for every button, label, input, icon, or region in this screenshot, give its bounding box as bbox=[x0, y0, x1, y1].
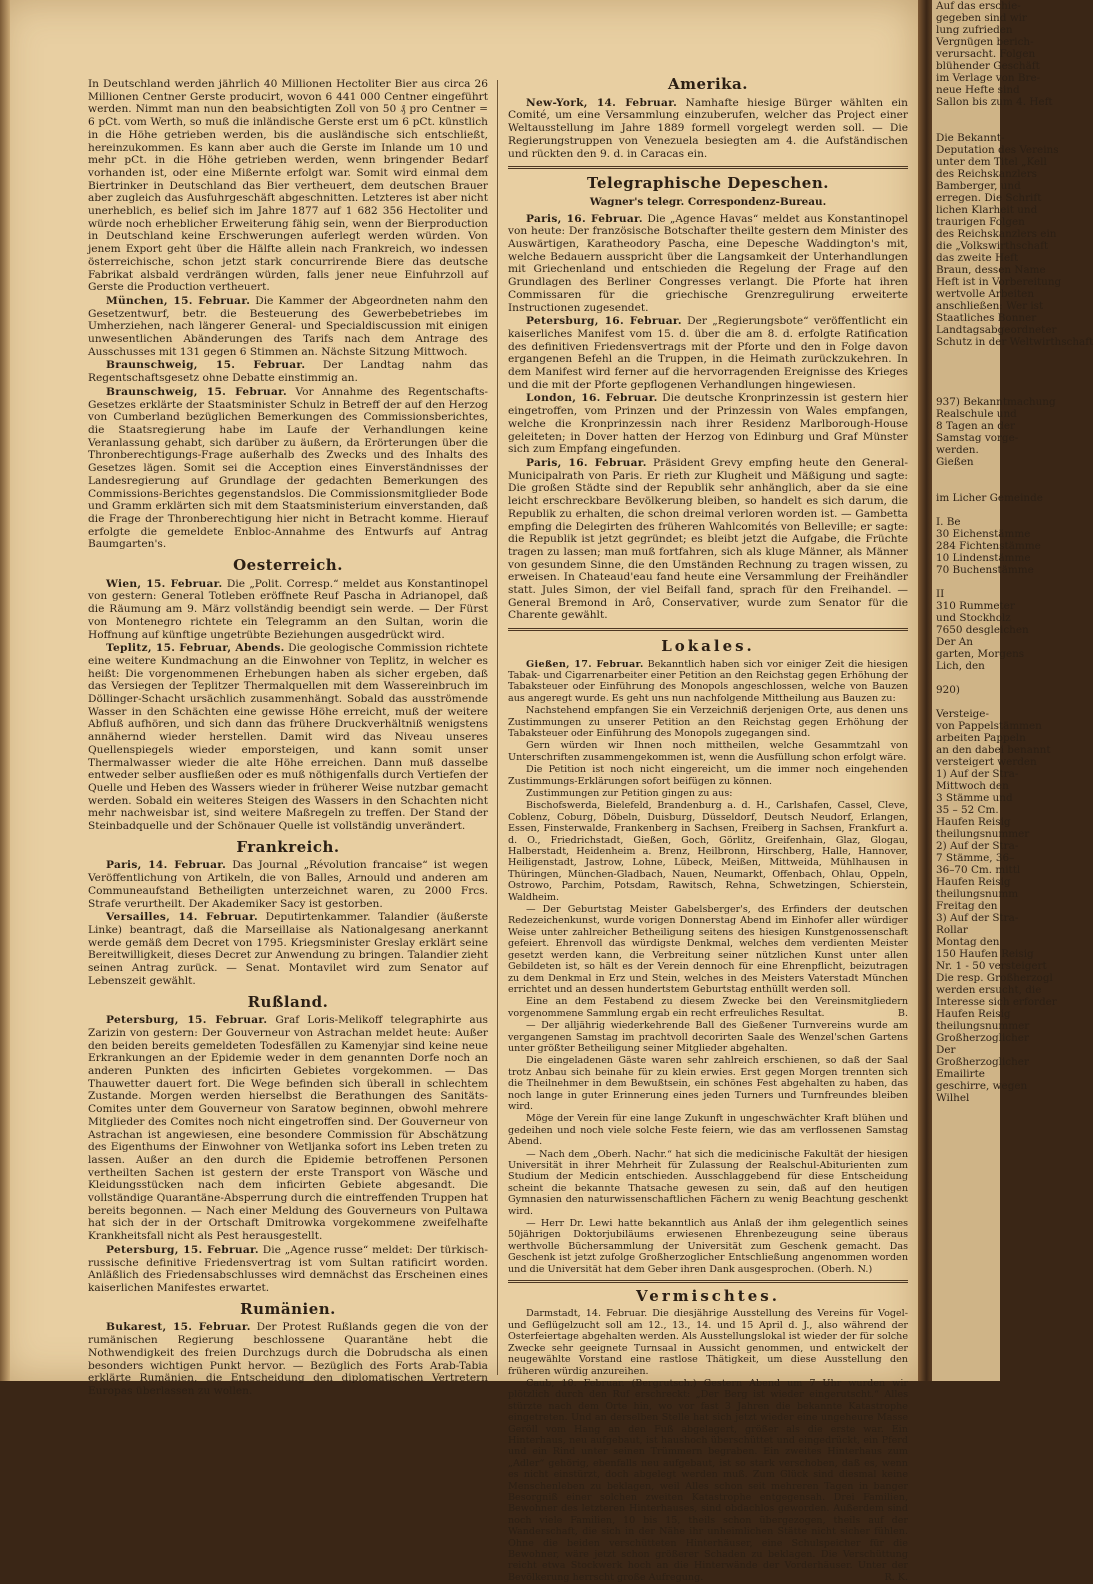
fragment-line: 310 Rummeter bbox=[936, 600, 1015, 612]
dateline: Versailles, 14. Februar. bbox=[106, 911, 258, 924]
paragraph: — Der alljährig wiederkehrende Ball des Gießener Turnvereins wurde am vergangenen Samstag im prachtvoll decorirten Saale des Wenzel'schen Gartens unter größter Betheiligung seiner Mitglieder abgehalten. bbox=[508, 1020, 908, 1054]
fragment-line: Der An bbox=[936, 636, 973, 648]
fragment-line: geschirre, wegen bbox=[936, 1080, 1028, 1092]
paragraph: Die eingeladenen Gäste waren sehr zahlreich erschienen, so daß der Saal trotz Anbau sich beinahe für zu klein erwies. Erst gegen Morgen trennten sich die Theilnehmer in dem Bewußtsein, ein schönes Fest abgehalten zu haben, das noch lange in guter Erinnerung eines jeden Turners und Turnfreundes bleiben wird. bbox=[508, 1055, 908, 1112]
page-edge bbox=[0, 0, 10, 1381]
fragment-line: arbeiten Pappeln bbox=[936, 732, 1026, 744]
article-bukarest: Bukarest, 15. Februar. Der Protest Rußlands gegen die von der rumänischen Regierung beschlossene Quarantäne hebt die Nothwendigkeit des freien Durchzugs durch die Dobrudscha als einen besonders wichtigen Punkt hervor. — Bezüglich des Forts Arab-Tabia erklärte Rumänien, die Entscheidung den diplomatischen Vertretern Europas überlassen zu wollen. bbox=[88, 1321, 488, 1397]
section-heading-russland: Rußland. bbox=[247, 992, 329, 1011]
fragment-line: im Licher Gemeinde bbox=[936, 492, 1043, 504]
fragment-line: lung zufrieden bbox=[936, 24, 1013, 36]
fragment-line: neue Hefte sind bbox=[936, 84, 1020, 96]
fragment-line: traurigen Folgen bbox=[936, 216, 1025, 228]
dateline: Gießen, 17. Februar. bbox=[526, 658, 644, 670]
section-subheading-bureau: Wagner's telegr. Correspondenz-Bureau. bbox=[589, 195, 827, 208]
fragment-line: blühender Geschäft bbox=[936, 60, 1040, 72]
fragment-line: 35 – 52 Cm. bbox=[936, 804, 999, 816]
fragment-line: 3) Auf der Stra- bbox=[936, 912, 1019, 924]
fragment-line: Nr. 1 - 50 versteigert bbox=[936, 960, 1047, 972]
fragment-line: Interesse sich erforder bbox=[936, 996, 1057, 1008]
fragment-line: lichen Klarheit und bbox=[936, 204, 1038, 216]
fragment-line: Vergnügen berich- bbox=[936, 36, 1034, 48]
fragment-line: Braun, dessen Name bbox=[936, 264, 1046, 276]
fragment-line: Großherzoglicher bbox=[936, 1056, 1029, 1068]
article-braunschweig-2: Braunschweig, 15. Februar. Vor Annahme des Regentschafts-Gesetzes erklärte der Staatsminister Schulz in Betreff der auf den Herzog von Cumberland bezüglichen Bemerkungen des Commissionsberichtes, die Staatsregierung habe im Laufe der Verhandlungen keine Veranlassung gehabt, sich darüber zu äußern, da Erörterungen über die Thronberechtigungs-Frage außerhalb des Zwecks und des Inhalts des Gesetzes lägen. Somit sei die Acception eines Einverständnisses der Landesregierung auf Grundlage der gedachten Bemerkungen des Commissions-Berichtes gegenstandslos. Die Commissionsmitglieder Bode und Gramm erklärten sich mit dem Staatsministerium einverstanden, daß die Frage der Thronberechtigung hier nicht in Betracht komme. Hierauf erfolgte die gemeldete Enbloc-Annahme des Entwurfs auf Antrag Baumgarten's. bbox=[88, 385, 488, 551]
fragment-line bbox=[932, 504, 1000, 516]
paragraph: Nachstehend empfangen Sie ein Verzeichniß derjenigen Orte, aus denen uns Zustimmungen zu unserer Petition an den Reichstag gegen Erhöhung der Tabaksteuer oder Einführung des Monopols zugegangen sind. bbox=[508, 705, 908, 739]
fragment-line: Versteige- bbox=[936, 708, 989, 720]
section-heading-rumaenien: Rumänien. bbox=[240, 1299, 336, 1318]
fragment-line: 284 Fichtenstämme bbox=[936, 540, 1041, 552]
article-wien: Wien, 15. Februar. Die „Polit. Corresp.“ meldet aus Konstantinopel von gestern: General Totleben eröffnete Reuf Pascha in Adrianopel, daß die Räumung am 9. März vollständig beendigt sein werde. — Der Fürst von Montenegro richtete ein Telegramm an den Sultan, worin die Hoffnung auf künftige ungetrübte Beziehungen ausgedrückt wird. bbox=[88, 577, 488, 641]
fragment-line: 30 Eichenstämme bbox=[936, 528, 1031, 540]
section-heading-vermischtes: Vermischtes. bbox=[636, 1287, 780, 1306]
fragment-line: unter dem Titel „Kell bbox=[936, 156, 1047, 168]
section-heading-oesterreich: Oesterreich. bbox=[233, 556, 343, 575]
dateline: Paris, 16. Februar. bbox=[526, 212, 643, 225]
fragment-line: verursacht. Folgen bbox=[936, 48, 1036, 60]
fragment-line: gegeben sind wir bbox=[936, 12, 1027, 24]
dateline: München, 15. Februar. bbox=[106, 294, 251, 307]
fragment-line bbox=[932, 372, 1000, 384]
fragment-line bbox=[932, 468, 1000, 480]
fragment-line: 150 Haufen Reisig bbox=[936, 948, 1034, 960]
article-muenchen: München, 15. Februar. Die Kammer der Abgeordneten nahm den Gesetzentwurf, betr. die Besteuerung des Gewerbebetriebes im Umherziehen, nach längerer General- und Specialdiscussion mit einigen unwesentlichen Abänderungen des Tarifs nach dem Antrage des Ausschusses mit 131 gegen 6 Stimmen an. Nächste Sitzung Mittwoch. bbox=[88, 294, 488, 358]
paragraph: — Der Geburtstag Meister Gabelsberger's, des Erfinders der deutschen Redezeichenkunst, wurde vorigen Donnerstag Abend im Einhofer aller würdiger Weise unter zahlreicher Betheiligung seitens des hiesigen Kunstgenossenschaft gefeiert. Ehrenvoll das würdigste Denkmal, welches dem verdienten Meister gesetzt werden kann, die Verbreitung seiner nützlichen Kunst unter allen Gebildeten ist, so hält es der Verein dennoch für eine Ehrenpflicht, beizutragen zu dem Denkmal in Erz und Stein, welches in des Meisters Vaterstadt München errichtet und an dessen hundertstem Geburtstag enthüllt werden soll. bbox=[508, 904, 908, 995]
fragment-line: Montag den bbox=[936, 936, 1000, 948]
dateline: Petersburg, 16. Februar. bbox=[526, 315, 682, 328]
dateline: Bukarest, 15. Februar. bbox=[106, 1321, 251, 1334]
fragment-line: 7650 desgleichen bbox=[936, 624, 1029, 636]
paragraph: Eine an dem Festabend zu diesem Zwecke bei den Vereinsmitgliedern vorgenommene Sammlung ergab ein recht erfreuliches Resultat. B. bbox=[508, 996, 908, 1019]
paragraph: Möge der Verein für eine lange Zukunft in ungeschwächter Kraft blühen und gedeihen und noch viele solche Feste feiern, wie das am verflossenen Samstag Abend. bbox=[508, 1113, 908, 1148]
fragment-line: Haufen Reisig bbox=[936, 816, 1011, 828]
paragraph: Gern würden wir Ihnen noch mittheilen, welche Gesammtzahl von Unterschriften zusammengekommen ist, wenn die Ausfüllung schon erfolgt wäre. bbox=[508, 740, 908, 763]
fragment-line: 70 Buchenstämme bbox=[936, 564, 1034, 576]
fragment-line: und Stockholz bbox=[936, 612, 1011, 624]
article-beer-tariff: In Deutschland werden jährlich 40 Millionen Hectoliter Bier aus circa 26 Millionen Centner Gerste producirt, wovon 6 441 000 Centner eingeführt werden. Nimmt man nun den beabsichtigten Zoll von 50 ₰ pro Centner = 6 pCt. vom Werth, so muß die inländische Gerste erst um 6 pCt. künstlich in die Höhe getrieben werden, bis die ausländische sich entschließt, hereinzukommen. Es kann aber auch die Gerste im Inlande um 10 und mehr pCt. in die Höhe getrieben werden, wenn bringender Bedarf vorhanden ist, oder eine Mißernte erfolgt war. Somit wird einmal dem Biertrinker in Deutschland das Bier vertheuert, dem deutschen Brauer aber zugleich das Ausfuhrgeschäft abgeschnitten. Letzteres ist aber nicht unerheblich, es belief sich im Jahre 1877 auf 1 682 356 Hectoliter und würde noch erheblicher Erweiterung fähig sein, wenn der Bierproduction in Deutschland keine Erschwerungen auferlegt werden würden. Von jenem Export geht über die Hälfte allein nach Frankreich, wo indessen österreichische, schon jetzt stark concurrirende Biere das deutsche Fabrikat alsbald verdrängen würden, falls jener neue Einfuhrzoll auf Gerste die Production vertheuert. bbox=[88, 78, 488, 294]
fragment-line: I. Be bbox=[936, 516, 961, 528]
fragment-line: theilungsnumm bbox=[936, 888, 1019, 900]
section-heading-frankreich: Frankreich. bbox=[236, 837, 340, 856]
dateline: Petersburg, 15. Februar. bbox=[106, 1243, 259, 1256]
paragraph: — Nach dem „Oberh. Nachr.“ hat sich die medicinische Fakultät der hiesigen Universität in ihrer Mehrheit für Zulassung der Realschul-Abiturienten zum Studium der Medicin entschieden. Ausschlaggebend für diese Entscheidung scheint die bekannte Thatsache gewesen zu sein, daß auf den heutigen Gymnasien den naturwissenschaftlichen Fächern zu wenig Beachtung geschenkt wird. bbox=[508, 1148, 908, 1217]
fragment-line bbox=[932, 696, 1000, 708]
dateline: Paris, 16. Februar. bbox=[526, 456, 647, 469]
paragraph: — Herr Dr. Lewi hatte bekanntlich aus Anlaß der ihm gelegentlich seines 50jährigen Doktorjubiläums erwiesenen Ehrenbezeugung seine überaus werthvolle Büchersammlung der Universität zum Geschenk gemacht. Das Geschenk ist jetzt zufolge Großherzoglicher Entschließung angenommen worden und die Universität hat dem Geber ihren Dank ausgesprochen. (Oberh. N.) bbox=[508, 1218, 908, 1275]
article-paris-1: Paris, 14. Februar. Das Journal „Révolution francaise“ ist wegen Veröffentlichung von Artikeln, die von Balles, Arnould und anderen am Communeaufstand Betheiligten unterzeichnet waren, zu 2000 Frcs. Strafe verurtheilt. Der Akademiker Sacy ist gestorben. bbox=[88, 859, 489, 910]
fragment-line: Bamberger, und bbox=[936, 180, 1021, 192]
fragment-line: versteigert werden bbox=[936, 756, 1037, 768]
fragment-line: Lich, den bbox=[936, 660, 985, 672]
article-petersburg-3: Petersburg, 16. Februar. Der „Regierungsbote“ veröffentlicht ein kaiserliches Manifest vom 15. d. über die am 8. d. erfolgte Ratification des definitiven Friedensvertrags mit der Pforte und den in Folge davon ergangenen Befehl an die Truppen, in die Heimath zurückzukehren. In dem Manifest wird ferner auf die hervorragenden Ereignisse des Krieges und die mit der Pforte gepflogenen Verhandlungen hingewiesen. bbox=[508, 315, 908, 391]
fragment-line: Sallon bis zum 4. Heft bbox=[936, 96, 1053, 108]
vermischtes-section bbox=[508, 1287, 908, 1583]
paragraph: Zustimmungen zur Petition gingen zu aus: bbox=[526, 788, 733, 799]
article-petersburg-1: Petersburg, 15. Februar. Graf Loris-Melikoff telegraphirte aus Zarizin von gestern: Der Gouverneur von Astrachan meldet heute: Außer den beiden bereits gemeldeten Todesfällen zu Kamenyjar sind keine neue Erkrankungen an der Epidemie weder in dem genannten Dorfe noch an anderen Punkten des inficirten Gebietes vorgekommen. — Das Thauwetter dauert fort. Die Wege befinden sich überall in schlechtem Zustande. Morgen werden hierselbst die Berathungen des Sanitäts-Comites unter dem Gouverneur von Saratow beginnen, obwohl mehrere Mitglieder des Comites noch nicht eingetroffen sind. Der Gouverneur von Astrachan ist angewiesen, eine besondere Commission für Abschätzung des Eigenthums der Einwohner von Wetljanka sofort ins Leben treten zu lassen. Außer an den durch die Epidemie betroffenen Personen vertheilten Sachen ist gestern der erste Transport von Wäsche und Kleidungsstücken nach dem inficirten Gebiete abgesandt. Die vollständige Quarantäne-Absperrung durch die eintreffenden Truppen hat bereits begonnen. — Nach einer Meldung des Gouverneurs von Pultawa hat sich der in der Ortschaft Dmitrowka vorgekommene zweifelhafte Krankheitsfall nicht als Pest herausgestellt. bbox=[88, 1014, 488, 1243]
article-teplitz: Teplitz, 15. Februar, Abends. Die geologische Commission richtete eine weitere Kundmachung an die Einwohner von Teplitz, in welcher es heißt: Die vorgenommenen Erhebungen haben als sicher ergeben, daß das Versiegen der Teplitzer Thermalquellen mit dem Wassereinbruch im Döllinger-Schacht ursächlich zusammenhängt. Sobald das ausströmende Wasser in den Schächten eine gewisse Höhe erreicht, muß der weitere Abfluß aufhören, und sich dann das frühere Druckverhältniß wenigstens annähernd wieder herstellen. Damit wird das Niveau unseres Quellenspiegels wieder emporsteigen, und kann somit unser Thermalwasser wieder die alte Höhe erreichen. Dann muß dasselbe entweder selber ausfließen oder es muß nöthigenfalls durch Vertiefen der Quelle und Heben des Wassers wieder in früherer Weise nutzbar gemacht werden. Sobald ein weiteres Steigen des Wassers in den Schachten nicht mehr nachweisbar ist, sind weitere Maßregeln zu treffen. Der Stand der Steinbadquelle und der Schönauer Quelle ist vollständig unverändert. bbox=[88, 642, 488, 833]
fragment-line: Freitag den bbox=[936, 900, 998, 912]
dateline: Braunschweig, 15. Februar. bbox=[106, 359, 306, 372]
section-heading-telegraphische-depeschen: Telegraphische Depeschen. bbox=[587, 174, 829, 193]
fragment-line: werden. bbox=[936, 444, 979, 456]
fragment-line: Heft ist in Vorbereitung bbox=[936, 276, 1062, 288]
fragment-line bbox=[932, 576, 1000, 588]
fragment-line: 36–70 Cm. mittl bbox=[936, 864, 1021, 876]
fragment-line: Staatliches Bonner bbox=[936, 312, 1037, 324]
dateline: Teplitz, 15. Februar, Abends. bbox=[106, 642, 285, 655]
fragment-line: Emailirte bbox=[936, 1068, 985, 1080]
fragment-line: 3 Stämme und bbox=[936, 792, 1013, 804]
fragment-line: des Reichskanzlers ein bbox=[936, 228, 1057, 240]
signature: B. bbox=[897, 1007, 908, 1019]
fragment-line: Realschule und bbox=[936, 408, 1017, 420]
fragment-line bbox=[932, 384, 1000, 396]
section-rule bbox=[508, 166, 908, 169]
fragment-line: im Verlage von Bre- bbox=[936, 72, 1041, 84]
article-new-york: New-York, 14. Februar. Namhafte hiesige Bürger wählten ein Comité, um eine Versammlung einzuberufen, welcher das Project einer Weltausstellung im Jahre 1889 formell vorgelegt werden soll. — Die Regierungstruppen von Venezuela besiegten am 4. die Aufständischen und rückten den 9. d. in Caracas ein. bbox=[508, 96, 908, 160]
fragment-line: garten, Morgens bbox=[936, 648, 1025, 660]
dateline: Paris, 14. Februar. bbox=[106, 859, 227, 872]
fragment-line: das zweite Heft bbox=[936, 252, 1019, 264]
fragment-line: Die resp. Großherzogl bbox=[936, 972, 1053, 984]
page-fold bbox=[918, 0, 932, 1381]
fragment-line: II bbox=[936, 588, 945, 600]
fragment-line: von Pappelstämmen bbox=[936, 720, 1042, 732]
article-petersburg-2: Petersburg, 15. Februar. Die „Agence russe“ meldet: Der türkisch-russische definitive Friedensvertrag ist vom Sultan ratificirt worden. Anläßlich des Friedensabschlusses wird demnächst das Erscheinen eines kaiserlichen Manifestes erwartet. bbox=[88, 1243, 488, 1294]
fragment-line: Gießen bbox=[936, 456, 974, 468]
fragment-line: Deputation des Vereins bbox=[936, 144, 1059, 156]
right-column bbox=[508, 75, 909, 1584]
fragment-line: 2) Auf der Stra- bbox=[936, 840, 1019, 852]
fragment-line: Großherzoglicher bbox=[936, 1032, 1029, 1044]
fragment-line: 937) Bekanntmachung bbox=[936, 396, 1056, 408]
lokales-section bbox=[508, 628, 908, 1283]
fragment-line: Die Bekannt- bbox=[936, 132, 1005, 144]
article-giessen: Gießen, 17. Februar. Bekanntlich haben sich vor einiger Zeit die hiesigen Tabak- und Cigarrenarbeiter einer Petition an den Reichstag gegen Erhöhung der Tabaksteuer oder Einführung des Monopols angeschlossen, welche von Bauzen aus angeregt wurde. Es geht uns nun nachfolgende Mittheilung aus Bauzen zu: bbox=[508, 658, 908, 704]
fragment-line: Schutz in der Weltwirthschaft bbox=[936, 336, 1093, 348]
fragment-line: Der bbox=[936, 1044, 956, 1056]
source-note: (Oberh. N.) bbox=[817, 1263, 873, 1275]
article-braunschweig-1: Braunschweig, 15. Februar. Der Landtag nahm das Regentschaftsgesetz ohne Debatte einstimmig an. bbox=[88, 359, 489, 385]
fragment-line: werden ersucht, die bbox=[936, 984, 1042, 996]
left-column bbox=[88, 78, 488, 1399]
paragraph: Die Petition ist noch nicht eingereicht, um die immer noch eingehenden Zustimmungs-Erklärungen sofort beifügen zu können. bbox=[508, 764, 908, 787]
fragment-line: Samstag vorge- bbox=[936, 432, 1019, 444]
signature: R. K. bbox=[884, 1571, 908, 1583]
section-heading-amerika: Amerika. bbox=[668, 75, 748, 93]
town-list: Bischofswerda, Bielefeld, Brandenburg a. d. H., Carlshafen, Cassel, Cleve, Coblenz, Coburg, Döbeln, Duisburg, Düsseldorf, Deutsch Neudorf, Erlangen, Essen, Finsterwalde, Frankenberg in Sachsen, Freiberg in Sachsen, Frankfurt a. d. O., Friedrichstadt, Gießen, Goch, Görlitz, Greifenhain, Glaz, Glogau, Halberstadt, Heidenheim a. Brenz, Heilbronn, Hirschberg, Halle, Hannover, Heiligenstadt, Jastrow, Lohne, Lübeck, Meißen, Mittweida, Mühlhausen in Thüringen, München-Gladbach, Nauen, Neumarkt, Offenbach, Ohlau, Oppeln, Ostrowo, Parchim, Potsdam, Rawitsch, Rehna, Schwetzingen, Schierstein, Waldheim. bbox=[508, 800, 908, 903]
paragraph: Caub, 10. Februar. (Bergrutsch.) Gestern Abend um 7 Uhr wurden wir plötzlich durch den Ruf erschreckt: „Der Berg ist wieder eingerutscht.“ Alles stürzte nach dem Orte hin, wo vor fast 3 Jahren die bekannte Katastrophe eingetreten. Und an derselben Stelle hat sich jetzt wieder eine ungeheure Masse Geröll vom Hang an den Fuß abgelagert, größer als die erste war. Ein Hinterhaus, neu aufgebaut, ist haushoch überschüttet und eingedrückt, ein Pferd und ein Rind unter seinen Trümmern begraben. Ein zweites Hinterhaus zum „Adler“ gehörig, ebenfalls neu aufgebaut, ist so stark verschoben, daß es, wenn es nicht einstürzt, doch abgelegt werden muß. Zum Glück sind diesmal keine Menschenleben zu beklagen, weil Alles schon seit mehreren Tagen in banger Besorgniß einer solchen zweiten Katastrophe entgegensah. Drei Familien, Bewohner des letzteren Hinterhauses, sind obdachlos geworden. Außerdem sind noch viele Familien, 10 bis 15, theils schon übergezogen, theils auf der Wanderschaft, die sich in der Nähe ihr unheimlichen Stätte nicht sicher fühlen. Ohne die beiden verschütteten Hinterhäuser, eine Schulspeicher für die Bewohner, wäre jetzt schon größerer Schaden zu beklagen. Die Verschüttung reicht etwa Stockwerk hoch an die Hinterwände der Vorderhäuser. Unter der Bevölkerung herrscht große Aufregung. R. K. bbox=[508, 1377, 908, 1583]
fragment-line: Landtagsabgeordneter bbox=[936, 324, 1057, 336]
paragraph: Darmstadt, 14. Februar. Die diesjährige Ausstellung des Vereins für Vogel- und Geflügelzucht soll am 12., 13., 14. und 15 April d. J., also während der Osterfeiertage abgehalten werden. Als Ausstellungslokal ist wieder der für solche Zwecke sehr geeignete Turnsaal in Aussicht genommen, und entwickelt der neugewählte Vorstand eine rastlose Thätigkeit, um diese Ausstellung den früheren würdig anzureihen. bbox=[508, 1308, 908, 1377]
fragment-line: 920) bbox=[936, 684, 960, 696]
fragment-line: 7 Stämme, 36– bbox=[936, 852, 1015, 864]
article-london: London, 16. Februar. Die deutsche Kronprinzessin ist gestern hier eingetroffen, vom Prinzen und der Prinzessin von Wales empfangen, welche die Kronprinzessin nach ihrer Residenz Marlborough-House geleiteten; in Dover hatten der Herzog von Edinburg und Graf Münster sich zum Empfang eingefunden. bbox=[508, 392, 908, 456]
fragment-line: des Reichskanzlers bbox=[936, 168, 1038, 180]
fragment-line: theilungsnummer bbox=[936, 828, 1030, 840]
fragment-line: 10 Lindenstämme bbox=[936, 552, 1031, 564]
dateline: New-York, 14. Februar. bbox=[526, 96, 678, 109]
fragment-line: 8 Tagen an der bbox=[936, 420, 1015, 432]
column-divider bbox=[497, 80, 498, 1375]
article-paris-3: Paris, 16. Februar. Präsident Grevy empfing heute den General-Municipalrath von Paris. Er rieth zur Klugheit und Mäßigung und sagte: Die großen Städte sind der Republik sehr anhänglich, aber da sie eine leicht erschreckbare Bevölkerung bleiben, so handelt es sich darum, die Republik zu erhalten, die schon dreimal verloren worden ist. — Gambetta empfing die Delegirten des früheren Wahlcomités von Belleville; er sagte: die Republik ist jetzt gegründet; es bleibt jetzt die Aufgabe, die Früchte tragen zu lassen; man muß fortfahren, sich als kluge Männer, als Männer von gesundem Sinne, die den Umständen Rechnung zu tragen wissen, zu erweisen. In Chateaud'eau fand heute eine Versammlung der Freihändler statt. Jules Simon, der viel Beifall fand, sprach für den Freihandel. — General Bremond in Arô, Conservativer, wurde zum Senator für die Charente gewählt. bbox=[508, 456, 909, 622]
fragment-line: an den dabei benannt bbox=[936, 744, 1051, 756]
adjacent-page-fragment bbox=[932, 0, 1093, 1381]
fragment-line: Mittwoch den bbox=[936, 780, 1009, 792]
fragment-line: wertvolle Arbeiten bbox=[936, 288, 1035, 300]
fragment-line: theilungsnummer bbox=[936, 1020, 1030, 1032]
fragment-line bbox=[932, 108, 1000, 120]
dateline: Braunschweig, 15. Februar. bbox=[106, 385, 288, 398]
fragment-line bbox=[932, 348, 1000, 360]
dateline: Petersburg, 15. Februar. bbox=[106, 1014, 268, 1027]
fragment-line: die „Volkswirthschaft bbox=[936, 240, 1049, 252]
article-paris-2: Paris, 16. Februar. Die „Agence Havas“ meldet aus Konstantinopel von heute: Der französische Botschafter theilte gestern dem Minister des Auswärtigen, Karatheodory Pascha, eine Depesche Waddington's mit, welche Bedauern ausspricht über die Langsamkeit der Unterhandlungen mit Griechenland und entschieden die Regelung der Frage auf den Grundlagen des Berliner Congresses verlangt. Die Pforte hat ihren Commissaren für die griechische Grenzregulirung erweiterte Instructionen zugesendet. bbox=[508, 212, 909, 314]
fragment-line: 1) Auf der Stra- bbox=[936, 768, 1019, 780]
fragment-line bbox=[932, 480, 1000, 492]
dateline: London, 16. Februar. bbox=[526, 392, 658, 405]
fragment-line bbox=[932, 672, 1000, 684]
fragment-line: erregen. Die Schrift bbox=[936, 192, 1042, 204]
fragment-line: Auf das erschie- bbox=[936, 0, 1021, 12]
fragment-line: anschließen: Wer ist bbox=[936, 300, 1044, 312]
dateline: Wien, 15. Februar. bbox=[106, 577, 223, 590]
article-versailles: Versailles, 14. Februar. Deputirtenkammer. Talandier (äußerste Linke) beantragt, daß die Marseillaise als Nationalgesang anerkannt werde gemäß dem Decret von 1795. Kriegsminister Greslay erklärt seine Bereitwilligkeit, dieses Decret zur Anwendung zu bringen. Talandier zieht seinen Antrag zurück. — Senat. Montavilet wird zum Senator auf Lebenszeit gewählt. bbox=[88, 911, 488, 987]
fragment-line bbox=[932, 120, 1000, 132]
section-heading-lokales: Lokales. bbox=[661, 637, 755, 656]
fragment-line bbox=[932, 360, 1000, 372]
fragment-line: Haufen Reisig bbox=[936, 1008, 1011, 1020]
fragment-line: Haufen Reisig bbox=[936, 876, 1011, 888]
fragment-line: Wilhel bbox=[936, 1092, 970, 1104]
fragment-line: Rollar bbox=[936, 924, 968, 936]
